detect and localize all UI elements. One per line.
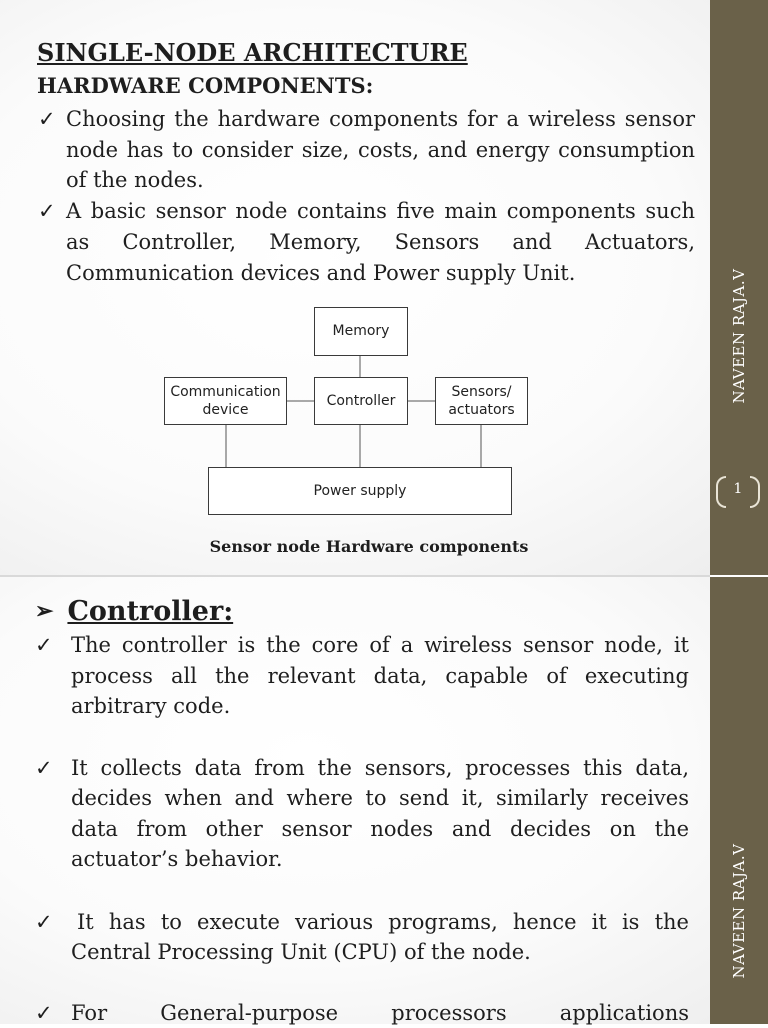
section-heading	[35, 596, 233, 627]
check-icon: ✓	[38, 104, 56, 135]
bullet-list	[71, 630, 689, 1028]
sensors-actuators-box: Sensors/ actuators	[435, 377, 528, 425]
page-number: 1	[714, 481, 762, 497]
list-item: ✓ A basic sensor node contains five main components such as Controller, Memory, Sensors and Actuators, Communication devices and Power supply Unit.	[66, 196, 695, 288]
sidebar-author: NAVEEN RAJA.V	[730, 269, 748, 404]
check-icon: ✓	[35, 998, 53, 1028]
communication-device-box: Communication device	[164, 377, 287, 425]
controller-box: Controller	[314, 377, 408, 425]
list-item: ✓ It has to execute various programs, hence it is the Central Processing Unit (CPU) of the node.	[71, 907, 689, 968]
sidebar	[710, 577, 768, 1024]
bullet-list	[66, 104, 695, 288]
sidebar-author: NAVEEN RAJA.V	[730, 844, 748, 979]
sidebar	[710, 0, 768, 575]
list-item: ✓ It collects data from the sensors, processes this data, decides when and where to send it, similarly receives data from other sensor nodes and decides on the actuator’s behavior.	[71, 753, 689, 875]
list-item: ✓ Choosing the hardware components for a wireless sensor node has to consider size, costs, and energy consumption of the nodes.	[66, 104, 695, 196]
power-supply-box: Power supply	[208, 467, 512, 515]
slide-subtitle: HARDWARE COMPONENTS:	[37, 73, 373, 98]
check-icon: ✓	[38, 196, 56, 227]
check-icon: ✓	[35, 753, 53, 784]
hardware-diagram	[163, 305, 531, 517]
check-icon: ✓	[35, 907, 53, 938]
list-item: ✓ The controller is the core of a wireless sensor node, it process all the relevant data, capable of executing arbitrary code.	[71, 630, 689, 722]
list-item: ✓ For General-purpose processors applications	[71, 998, 689, 1028]
arrow-bullet-icon: ➢	[35, 598, 53, 624]
check-icon: ✓	[35, 630, 53, 661]
memory-box: Memory	[314, 307, 408, 356]
page-number-badge	[714, 472, 762, 512]
figure-caption: Sensor node Hardware components	[0, 537, 738, 556]
heading-text: Controller:	[67, 596, 233, 627]
slide-title: SINGLE-NODE ARCHITECTURE	[37, 38, 468, 67]
